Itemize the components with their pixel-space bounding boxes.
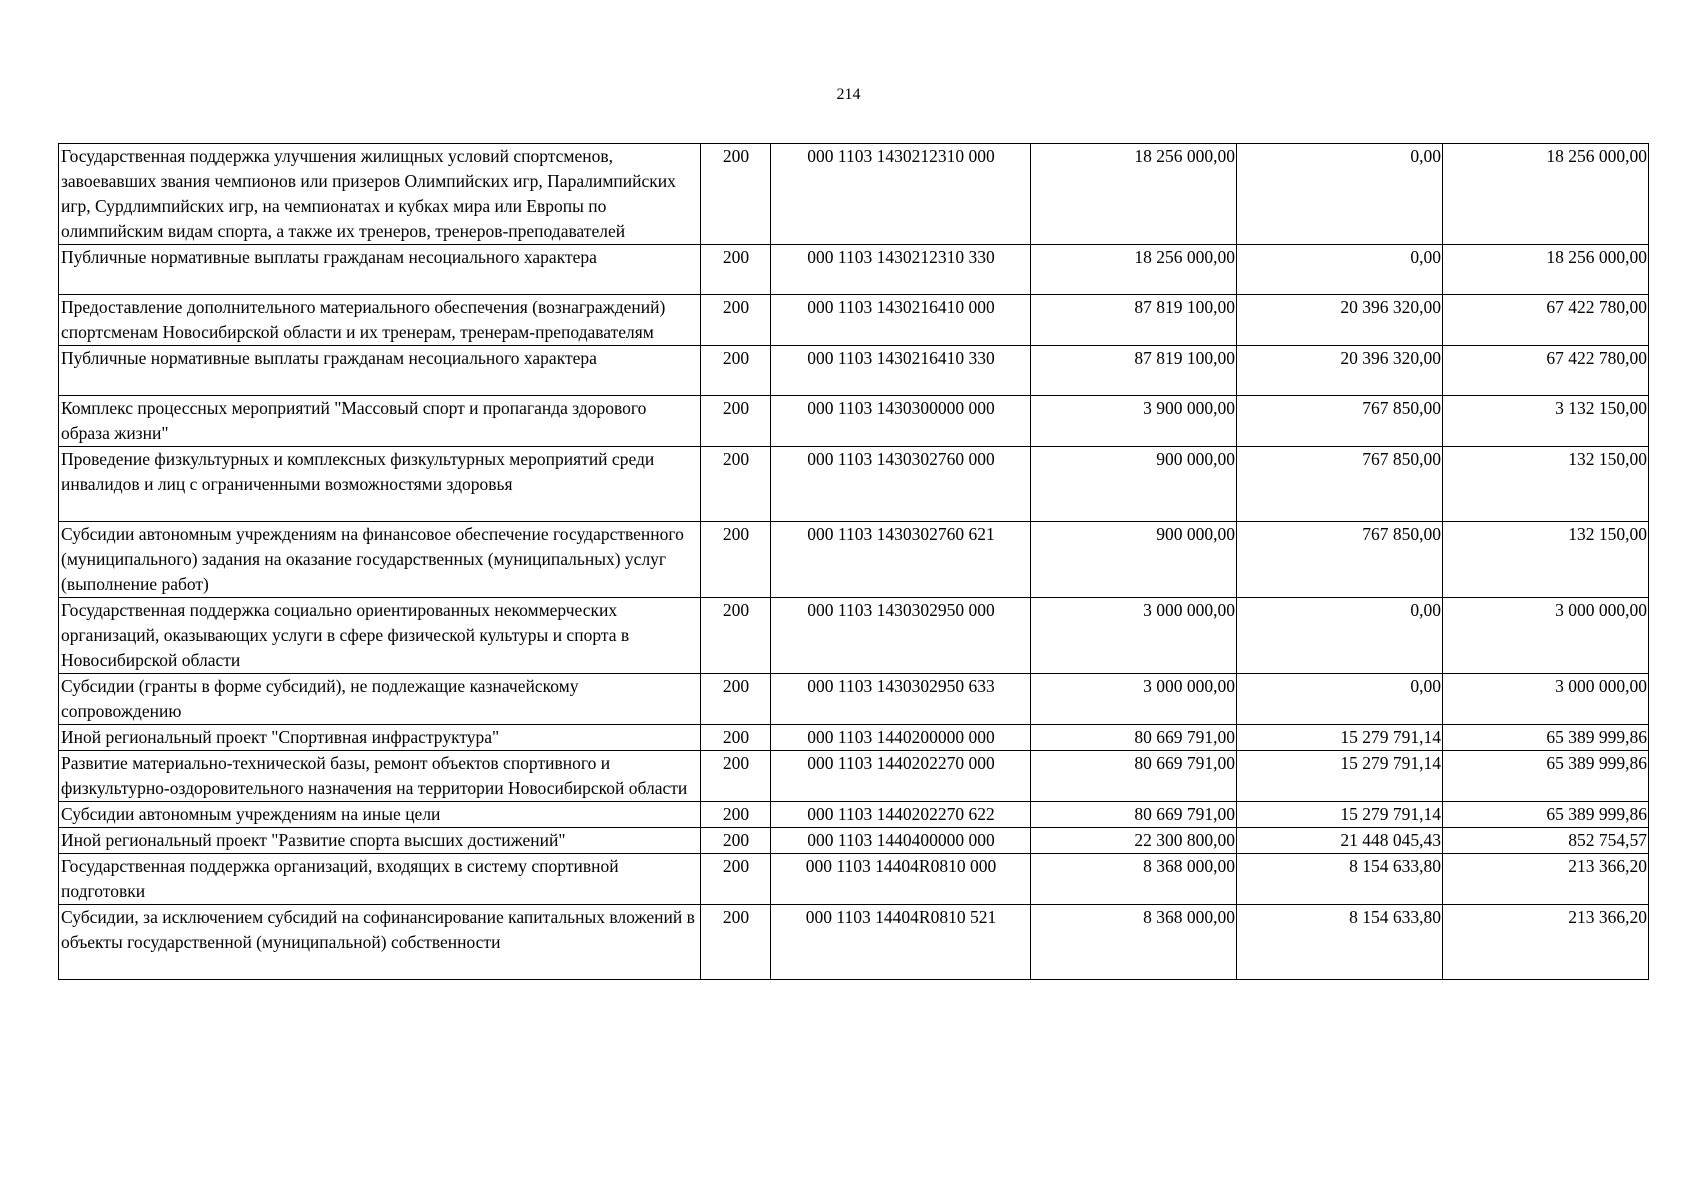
table-row (59, 905, 1649, 980)
row-classification: 000 1103 1430212310 330 (771, 245, 1031, 295)
row-code: 200 (701, 346, 771, 396)
row-code: 200 (701, 802, 771, 828)
row-executed: 767 850,00 (1237, 522, 1443, 598)
row-name: Иной региональный проект "Развитие спорта высших достижений" (59, 828, 701, 854)
row-unexecuted: 132 150,00 (1443, 447, 1649, 522)
row-classification: 000 1103 1430216410 000 (771, 295, 1031, 346)
row-code: 200 (701, 725, 771, 751)
row-code: 200 (701, 751, 771, 802)
row-approved: 900 000,00 (1031, 447, 1237, 522)
row-name: Комплекс процессных мероприятий "Массовый спорт и пропаганда здорового образа жизни" (59, 396, 701, 447)
row-code: 200 (701, 828, 771, 854)
row-name: Проведение физкультурных и комплексных физкультурных мероприятий среди инвалидов и лиц с ограниченными возможностями здоровья (59, 447, 701, 522)
row-unexecuted: 3 000 000,00 (1443, 598, 1649, 674)
row-executed: 15 279 791,14 (1237, 802, 1443, 828)
row-code: 200 (701, 522, 771, 598)
row-executed: 0,00 (1237, 144, 1443, 245)
table-row (59, 725, 1649, 751)
row-classification: 000 1103 1430216410 330 (771, 346, 1031, 396)
row-approved: 3 900 000,00 (1031, 396, 1237, 447)
row-approved: 80 669 791,00 (1031, 802, 1237, 828)
budget-execution-table (58, 143, 1649, 980)
row-approved: 3 000 000,00 (1031, 674, 1237, 725)
table-row (59, 522, 1649, 598)
row-unexecuted: 18 256 000,00 (1443, 144, 1649, 245)
row-unexecuted: 67 422 780,00 (1443, 295, 1649, 346)
row-unexecuted: 3 132 150,00 (1443, 396, 1649, 447)
row-executed: 767 850,00 (1237, 396, 1443, 447)
row-classification: 000 1103 1430300000 000 (771, 396, 1031, 447)
row-executed: 0,00 (1237, 245, 1443, 295)
row-executed: 8 154 633,80 (1237, 905, 1443, 980)
table-row (59, 346, 1649, 396)
row-name: Иной региональный проект "Спортивная инфраструктура" (59, 725, 701, 751)
row-executed: 21 448 045,43 (1237, 828, 1443, 854)
row-executed: 8 154 633,80 (1237, 854, 1443, 905)
row-unexecuted: 213 366,20 (1443, 905, 1649, 980)
row-classification: 000 1103 1430212310 000 (771, 144, 1031, 245)
row-classification: 000 1103 14404R0810 000 (771, 854, 1031, 905)
row-name: Публичные нормативные выплаты гражданам несоциального характера (59, 346, 701, 396)
row-unexecuted: 3 000 000,00 (1443, 674, 1649, 725)
row-classification: 000 1103 1430302760 621 (771, 522, 1031, 598)
row-executed: 20 396 320,00 (1237, 295, 1443, 346)
row-name: Публичные нормативные выплаты гражданам несоциального характера (59, 245, 701, 295)
table-row (59, 751, 1649, 802)
row-name: Государственная поддержка организаций, входящих в систему спортивной подготовки (59, 854, 701, 905)
row-unexecuted: 67 422 780,00 (1443, 346, 1649, 396)
row-classification: 000 1103 1440202270 622 (771, 802, 1031, 828)
row-code: 200 (701, 245, 771, 295)
row-executed: 0,00 (1237, 674, 1443, 725)
row-executed: 15 279 791,14 (1237, 725, 1443, 751)
row-approved: 900 000,00 (1031, 522, 1237, 598)
row-unexecuted: 852 754,57 (1443, 828, 1649, 854)
table-row (59, 144, 1649, 245)
page-number: 214 (836, 86, 861, 103)
row-unexecuted: 18 256 000,00 (1443, 245, 1649, 295)
row-approved: 80 669 791,00 (1031, 725, 1237, 751)
row-name: Государственная поддержка улучшения жилищных условий спортсменов, завоевавших звания чемпионов или призеров Олимпийских игр, Паралимпийских игр, Сурдлимпийских игр, на чемпионатах и кубках мира или Европы по олимпийским видам спорта, а также их тренеров, тренеров-преподавателей (59, 144, 701, 245)
row-approved: 8 368 000,00 (1031, 854, 1237, 905)
row-classification: 000 1103 1430302950 633 (771, 674, 1031, 725)
row-unexecuted: 65 389 999,86 (1443, 751, 1649, 802)
table-row (59, 245, 1649, 295)
row-executed: 20 396 320,00 (1237, 346, 1443, 396)
row-approved: 8 368 000,00 (1031, 905, 1237, 980)
row-executed: 767 850,00 (1237, 447, 1443, 522)
row-unexecuted: 132 150,00 (1443, 522, 1649, 598)
row-executed: 15 279 791,14 (1237, 751, 1443, 802)
row-code: 200 (701, 295, 771, 346)
row-code: 200 (701, 396, 771, 447)
row-classification: 000 1103 1430302760 000 (771, 447, 1031, 522)
table-row (59, 828, 1649, 854)
table-row (59, 396, 1649, 447)
row-code: 200 (701, 144, 771, 245)
row-name: Субсидии автономным учреждениям на финансовое обеспечение государственного (муниципального) задания на оказание государственных (муниципальных) услуг (выполнение работ) (59, 522, 701, 598)
row-executed: 0,00 (1237, 598, 1443, 674)
row-approved: 18 256 000,00 (1031, 245, 1237, 295)
row-code: 200 (701, 447, 771, 522)
table-row (59, 295, 1649, 346)
row-name: Субсидии автономным учреждениям на иные цели (59, 802, 701, 828)
table-row (59, 854, 1649, 905)
row-classification: 000 1103 1440202270 000 (771, 751, 1031, 802)
row-classification: 000 1103 1440400000 000 (771, 828, 1031, 854)
row-classification: 000 1103 1430302950 000 (771, 598, 1031, 674)
row-classification: 000 1103 1440200000 000 (771, 725, 1031, 751)
table-row (59, 802, 1649, 828)
row-approved: 80 669 791,00 (1031, 751, 1237, 802)
row-classification: 000 1103 14404R0810 521 (771, 905, 1031, 980)
row-name: Государственная поддержка социально ориентированных некоммерческих организаций, оказывающих услуги в сфере физической культуры и спорта в Новосибирской области (59, 598, 701, 674)
row-approved: 22 300 800,00 (1031, 828, 1237, 854)
row-approved: 87 819 100,00 (1031, 346, 1237, 396)
row-unexecuted: 65 389 999,86 (1443, 725, 1649, 751)
row-code: 200 (701, 854, 771, 905)
row-name: Развитие материально-технической базы, ремонт объектов спортивного и физкультурно-оздоровительного назначения на территории Новосибирской области (59, 751, 701, 802)
row-approved: 87 819 100,00 (1031, 295, 1237, 346)
row-name: Субсидии, за исключением субсидий на софинансирование капитальных вложений в объекты государственной (муниципальной) собственности (59, 905, 701, 980)
row-code: 200 (701, 598, 771, 674)
row-unexecuted: 65 389 999,86 (1443, 802, 1649, 828)
table-row (59, 598, 1649, 674)
row-code: 200 (701, 674, 771, 725)
row-unexecuted: 213 366,20 (1443, 854, 1649, 905)
row-approved: 3 000 000,00 (1031, 598, 1237, 674)
row-code: 200 (701, 905, 771, 980)
row-name: Субсидии (гранты в форме субсидий), не подлежащие казначейскому сопровождению (59, 674, 701, 725)
table-row (59, 674, 1649, 725)
table-row (59, 447, 1649, 522)
row-approved: 18 256 000,00 (1031, 144, 1237, 245)
row-name: Предоставление дополнительного материального обеспечения (вознаграждений) спортсменам Новосибирской области и их тренерам, тренерам-преподавателям (59, 295, 701, 346)
